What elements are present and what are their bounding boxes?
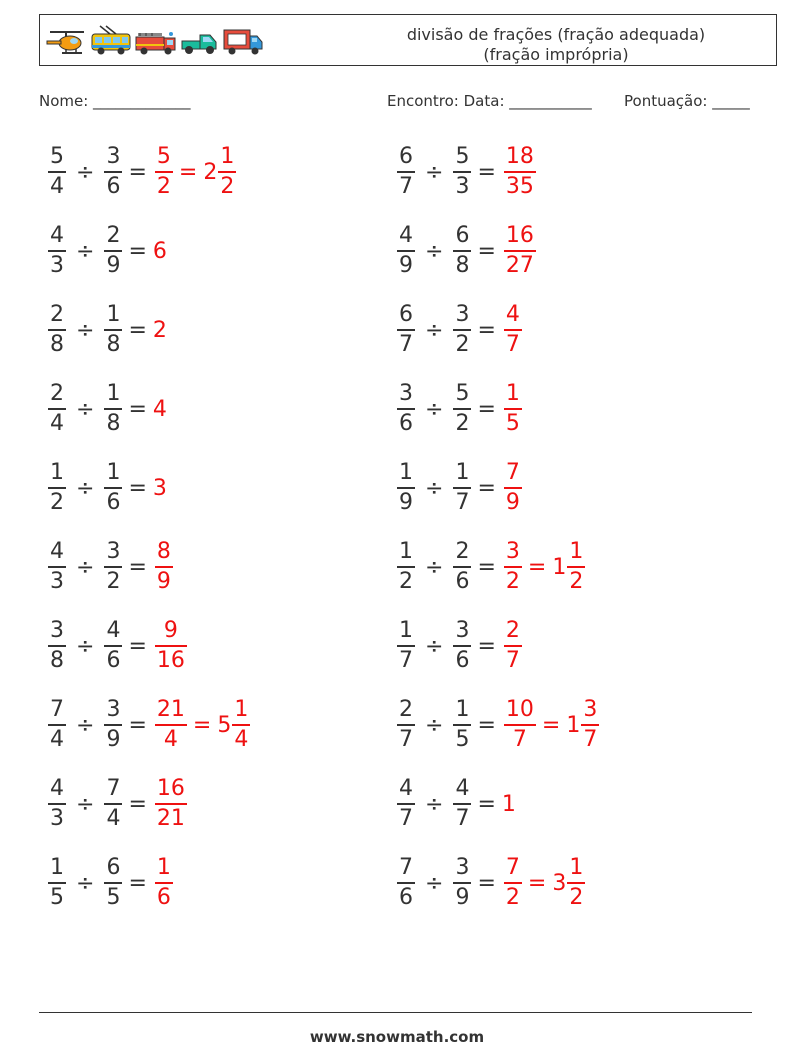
answer — [151, 541, 177, 593]
dividend-fraction-denominator: 7 — [399, 174, 413, 199]
divide-sign: ÷ — [425, 317, 444, 343]
problem-item — [393, 851, 589, 915]
dividend-fraction — [397, 620, 415, 672]
dividend-fraction-numerator: 5 — [50, 144, 64, 169]
dividend-fraction-denominator: 4 — [50, 727, 64, 752]
problem-item — [44, 693, 254, 757]
equals-sign: = — [128, 554, 147, 580]
mixed-number-fraction-denominator: 2 — [569, 885, 584, 910]
problem-item — [393, 298, 526, 362]
dividend-fraction — [48, 304, 66, 356]
dividend-fraction-numerator: 4 — [50, 776, 64, 801]
answer — [151, 699, 254, 751]
divisor-fraction-denominator: 6 — [455, 648, 470, 673]
answer-fraction-denominator: 7 — [512, 727, 527, 752]
delivery-truck-icon — [222, 25, 264, 57]
answer — [500, 383, 526, 435]
dividend-fraction-numerator: 4 — [399, 776, 413, 801]
divisor-fraction — [104, 857, 122, 909]
divide-sign: ÷ — [76, 554, 95, 580]
equals-sign: = — [128, 633, 147, 659]
dividend-fraction-denominator: 9 — [399, 253, 413, 278]
divisor-fraction-numerator: 4 — [106, 618, 121, 643]
equals-sign: = — [477, 317, 496, 343]
worksheet-title — [376, 25, 736, 65]
problem-item — [44, 140, 240, 204]
dividend-fraction-denominator: 3 — [50, 569, 64, 594]
equals-sign: = — [477, 712, 496, 738]
dividend-fraction-numerator: 7 — [399, 855, 413, 880]
dividend-fraction — [48, 857, 66, 909]
divide-sign: ÷ — [76, 712, 95, 738]
dividend-fraction — [48, 778, 66, 830]
answer-fraction-numerator: 7 — [505, 855, 520, 880]
mixed-number-fraction-denominator: 2 — [220, 174, 235, 199]
divide-sign: ÷ — [76, 159, 95, 185]
answer-integer: 1 — [501, 791, 516, 817]
divisor-fraction — [104, 304, 122, 356]
mixed-number-fraction — [567, 541, 585, 593]
answer — [151, 239, 167, 264]
problem-item — [44, 298, 167, 362]
dividend-fraction-numerator: 6 — [399, 144, 413, 169]
dividend-fraction-denominator: 3 — [50, 806, 64, 831]
mixed-number-fraction-numerator: 1 — [234, 697, 249, 722]
title-line-1: divisão de frações (fração adequada) — [406, 25, 706, 44]
divisor-fraction-numerator: 3 — [106, 144, 121, 169]
pickup-truck-icon — [180, 25, 220, 57]
equals-sign: = — [128, 396, 147, 422]
answer-fraction-numerator: 8 — [156, 539, 171, 564]
answer-fraction — [155, 857, 173, 909]
answer-fraction-denominator: 7 — [505, 648, 520, 673]
divisor-fraction-numerator: 5 — [455, 144, 470, 169]
answer-integer: 4 — [152, 396, 167, 422]
equals-sign: = — [128, 317, 147, 343]
answer-fraction-numerator: 3 — [505, 539, 520, 564]
divisor-fraction-numerator: 3 — [455, 618, 470, 643]
divisor-fraction-denominator: 6 — [106, 174, 121, 199]
dividend-fraction-denominator: 8 — [50, 332, 64, 357]
dividend-fraction — [397, 857, 415, 909]
answer — [151, 397, 167, 422]
divisor-fraction-denominator: 8 — [106, 411, 121, 436]
footer-url: www.snowmath.com — [309, 1028, 485, 1046]
divisor-fraction — [453, 462, 471, 514]
dividend-fraction-numerator: 6 — [399, 302, 413, 327]
mixed-number-whole: 5 — [217, 712, 232, 738]
problem-item — [393, 535, 589, 599]
answer-fraction — [155, 541, 173, 593]
dividend-fraction-numerator: 2 — [399, 697, 413, 722]
divide-sign: ÷ — [425, 159, 444, 185]
divisor-fraction — [104, 620, 122, 672]
dividend-fraction-numerator: 4 — [50, 223, 64, 248]
answer-fraction — [504, 146, 536, 198]
equals-sign: = — [128, 238, 147, 264]
answer-integer: 2 — [152, 317, 167, 343]
answer — [151, 476, 167, 501]
divisor-fraction-numerator: 1 — [106, 302, 121, 327]
answer-fraction — [155, 620, 187, 672]
divisor-fraction-denominator: 6 — [455, 569, 470, 594]
problem-item — [393, 772, 516, 836]
divisor-fraction-denominator: 9 — [106, 253, 121, 278]
dividend-fraction-denominator: 5 — [50, 885, 64, 910]
answer-fraction-denominator: 2 — [505, 569, 520, 594]
divide-sign: ÷ — [76, 791, 95, 817]
divisor-fraction — [104, 541, 122, 593]
answer — [500, 304, 526, 356]
divisor-fraction-denominator: 6 — [106, 648, 121, 673]
dividend-fraction — [397, 699, 415, 751]
divisor-fraction-denominator: 2 — [455, 332, 470, 357]
dividend-fraction-denominator: 7 — [399, 648, 413, 673]
dividend-fraction — [397, 146, 415, 198]
answer-fraction — [155, 146, 173, 198]
divide-sign: ÷ — [76, 870, 95, 896]
divisor-fraction-denominator: 7 — [455, 806, 470, 831]
equals-sign: = — [128, 475, 147, 501]
divisor-fraction-numerator: 6 — [106, 855, 121, 880]
answer — [500, 541, 589, 593]
divisor-fraction-denominator: 6 — [106, 490, 121, 515]
divide-sign: ÷ — [425, 633, 444, 659]
divisor-fraction-numerator: 5 — [455, 381, 470, 406]
divisor-fraction — [453, 304, 471, 356]
meeting-date-label: Encontro: Data: ___________ — [387, 92, 592, 110]
answer-fraction-denominator: 7 — [505, 332, 520, 357]
mixed-number-fraction-numerator: 1 — [569, 539, 584, 564]
dividend-fraction-denominator: 7 — [399, 806, 413, 831]
mixed-number-fraction — [232, 699, 250, 751]
answer-fraction-denominator: 2 — [156, 174, 171, 199]
divisor-fraction-numerator: 1 — [106, 460, 121, 485]
answer-equals-sign: = — [541, 712, 561, 738]
answer — [151, 857, 177, 909]
equals-sign: = — [477, 238, 496, 264]
answer — [500, 620, 526, 672]
answer — [500, 462, 526, 514]
divisor-fraction-numerator: 4 — [455, 776, 470, 801]
problem-item — [393, 377, 526, 441]
divisor-fraction — [104, 383, 122, 435]
divisor-fraction-denominator: 9 — [106, 727, 121, 752]
answer — [500, 225, 540, 277]
divisor-fraction-denominator: 3 — [455, 174, 470, 199]
divisor-fraction-numerator: 3 — [106, 539, 121, 564]
answer-fraction-denominator: 16 — [156, 648, 185, 673]
title-line-2: (fração imprópria) — [483, 45, 629, 64]
mixed-number-whole: 1 — [552, 554, 567, 580]
dividend-fraction-denominator: 3 — [50, 253, 64, 278]
dividend-fraction — [397, 462, 415, 514]
answer-equals-sign: = — [527, 554, 547, 580]
answer-fraction — [504, 462, 522, 514]
mixed-number-fraction-denominator: 4 — [234, 727, 249, 752]
divisor-fraction-numerator: 1 — [106, 381, 121, 406]
divisor-fraction — [453, 225, 471, 277]
divide-sign: ÷ — [76, 475, 95, 501]
divide-sign: ÷ — [425, 396, 444, 422]
mixed-number-whole: 3 — [552, 870, 567, 896]
problem-item — [44, 456, 167, 520]
divide-sign: ÷ — [76, 238, 95, 264]
dividend-fraction-numerator: 1 — [399, 539, 413, 564]
answer-fraction-numerator: 7 — [505, 460, 520, 485]
equals-sign: = — [477, 633, 496, 659]
problem-item — [44, 614, 191, 678]
dividend-fraction-numerator: 1 — [50, 855, 64, 880]
answer-equals-sign: = — [527, 870, 547, 896]
dividend-fraction-numerator: 2 — [50, 302, 64, 327]
vehicle-icons — [44, 25, 264, 57]
dividend-fraction — [48, 225, 66, 277]
dividend-fraction-numerator: 3 — [399, 381, 413, 406]
divisor-fraction-denominator: 8 — [106, 332, 121, 357]
divisor-fraction — [453, 699, 471, 751]
answer-fraction-numerator: 2 — [505, 618, 520, 643]
dividend-fraction — [48, 462, 66, 514]
mixed-number-fraction-numerator: 1 — [220, 144, 235, 169]
answer-fraction — [504, 541, 522, 593]
dividend-fraction — [397, 383, 415, 435]
equals-sign: = — [128, 712, 147, 738]
problem-item — [44, 219, 167, 283]
divisor-fraction-numerator: 6 — [455, 223, 470, 248]
problem-item — [44, 377, 167, 441]
equals-sign: = — [477, 791, 496, 817]
dividend-fraction-denominator: 2 — [399, 569, 413, 594]
dividend-fraction-denominator: 6 — [399, 885, 413, 910]
answer-fraction — [504, 620, 522, 672]
answer-fraction-denominator: 6 — [156, 885, 171, 910]
answer-equals-sign: = — [178, 159, 198, 185]
divisor-fraction-denominator: 7 — [455, 490, 470, 515]
answer-fraction-numerator: 16 — [156, 776, 185, 801]
divide-sign: ÷ — [425, 712, 444, 738]
equals-sign: = — [477, 870, 496, 896]
dividend-fraction-denominator: 4 — [50, 174, 64, 199]
equals-sign: = — [477, 475, 496, 501]
divisor-fraction — [104, 225, 122, 277]
mixed-number-fraction — [567, 857, 585, 909]
answer — [500, 857, 589, 909]
divisor-fraction — [104, 146, 122, 198]
divisor-fraction-numerator: 1 — [455, 697, 470, 722]
dividend-fraction-numerator: 1 — [399, 618, 413, 643]
divide-sign: ÷ — [76, 396, 95, 422]
dividend-fraction — [397, 225, 415, 277]
divisor-fraction-numerator: 7 — [106, 776, 121, 801]
equals-sign: = — [128, 159, 147, 185]
dividend-fraction-denominator: 4 — [50, 411, 64, 436]
answer — [151, 318, 167, 343]
mixed-number-fraction — [581, 699, 599, 751]
dividend-fraction-numerator: 4 — [50, 539, 64, 564]
score-label: Pontuação: _____ — [624, 92, 750, 110]
divisor-fraction — [453, 541, 471, 593]
divisor-fraction — [104, 699, 122, 751]
answer-fraction-numerator: 10 — [505, 697, 534, 722]
divide-sign: ÷ — [425, 554, 444, 580]
divisor-fraction-numerator: 3 — [455, 855, 470, 880]
answer-fraction — [504, 857, 522, 909]
divisor-fraction — [453, 857, 471, 909]
answer-fraction-denominator: 5 — [505, 411, 520, 436]
mixed-number-fraction-denominator: 2 — [569, 569, 584, 594]
fire-truck-icon — [134, 25, 178, 57]
dividend-fraction-denominator: 6 — [399, 411, 413, 436]
dividend-fraction — [397, 778, 415, 830]
footer-divider — [39, 1012, 752, 1013]
dividend-fraction-numerator: 4 — [399, 223, 413, 248]
divide-sign: ÷ — [425, 238, 444, 264]
answer — [151, 620, 191, 672]
problem-item — [44, 535, 177, 599]
dividend-fraction — [48, 620, 66, 672]
answer-fraction-denominator: 9 — [505, 490, 520, 515]
divide-sign: ÷ — [76, 317, 95, 343]
divide-sign: ÷ — [425, 870, 444, 896]
problem-item — [393, 693, 603, 757]
dividend-fraction — [397, 304, 415, 356]
divisor-fraction-denominator: 5 — [455, 727, 470, 752]
dividend-fraction-numerator: 7 — [50, 697, 64, 722]
helicopter-icon — [44, 25, 88, 57]
divide-sign: ÷ — [425, 475, 444, 501]
dividend-fraction-numerator: 1 — [50, 460, 64, 485]
divisor-fraction — [104, 778, 122, 830]
problem-item — [44, 851, 177, 915]
answer-fraction-numerator: 18 — [505, 144, 534, 169]
divisor-fraction-numerator: 3 — [106, 697, 121, 722]
answer-fraction-numerator: 9 — [163, 618, 178, 643]
mixed-number-fraction-numerator: 1 — [569, 855, 584, 880]
answer-fraction-numerator: 5 — [156, 144, 171, 169]
answer-fraction — [504, 304, 522, 356]
divisor-fraction-denominator: 9 — [455, 885, 470, 910]
mixed-number-fraction — [218, 146, 236, 198]
answer-equals-sign: = — [192, 712, 212, 738]
answer-fraction — [504, 699, 536, 751]
trolleybus-icon — [90, 25, 132, 57]
dividend-fraction — [397, 541, 415, 593]
divisor-fraction-denominator: 2 — [106, 569, 121, 594]
answer-fraction-denominator: 9 — [156, 569, 171, 594]
answer-fraction-numerator: 1 — [156, 855, 171, 880]
answer — [500, 699, 603, 751]
divisor-fraction — [104, 462, 122, 514]
answer-fraction-denominator: 4 — [163, 727, 178, 752]
equals-sign: = — [477, 396, 496, 422]
divisor-fraction-numerator: 3 — [455, 302, 470, 327]
divisor-fraction — [453, 778, 471, 830]
problem-item — [393, 614, 526, 678]
answer — [151, 778, 191, 830]
name-field-label: Nome: _____________ — [39, 92, 191, 110]
dividend-fraction — [48, 383, 66, 435]
mixed-number-fraction-numerator: 3 — [583, 697, 598, 722]
equals-sign: = — [477, 554, 496, 580]
divisor-fraction-denominator: 5 — [106, 885, 121, 910]
answer-integer: 6 — [152, 238, 167, 264]
answer-fraction-denominator: 35 — [505, 174, 534, 199]
divisor-fraction — [453, 146, 471, 198]
answer-fraction — [155, 778, 187, 830]
mixed-number-whole: 2 — [203, 159, 218, 185]
equals-sign: = — [128, 791, 147, 817]
answer-integer: 3 — [152, 475, 167, 501]
answer — [500, 792, 516, 817]
answer-fraction-numerator: 1 — [505, 381, 520, 406]
answer-fraction-denominator: 2 — [505, 885, 520, 910]
mixed-number-whole: 1 — [566, 712, 581, 738]
answer — [151, 146, 240, 198]
divisor-fraction — [453, 620, 471, 672]
dividend-fraction-denominator: 2 — [50, 490, 64, 515]
dividend-fraction-denominator: 9 — [399, 490, 413, 515]
answer-fraction — [504, 383, 522, 435]
divide-sign: ÷ — [425, 791, 444, 817]
mixed-number-fraction-denominator: 7 — [583, 727, 598, 752]
answer — [500, 146, 540, 198]
divide-sign: ÷ — [76, 633, 95, 659]
dividend-fraction-numerator: 3 — [50, 618, 64, 643]
answer-fraction-denominator: 27 — [505, 253, 534, 278]
divisor-fraction-numerator: 1 — [455, 460, 470, 485]
problem-item — [393, 219, 540, 283]
divisor-fraction-denominator: 4 — [106, 806, 121, 831]
dividend-fraction-numerator: 1 — [399, 460, 413, 485]
answer-fraction — [155, 699, 187, 751]
problem-item — [393, 456, 526, 520]
worksheet-header — [39, 14, 777, 66]
dividend-fraction — [48, 146, 66, 198]
divisor-fraction-denominator: 2 — [455, 411, 470, 436]
divisor-fraction-numerator: 2 — [106, 223, 121, 248]
dividend-fraction — [48, 541, 66, 593]
dividend-fraction-denominator: 8 — [50, 648, 64, 673]
answer-fraction-denominator: 21 — [156, 806, 185, 831]
answer-fraction-numerator: 16 — [505, 223, 534, 248]
dividend-fraction-denominator: 7 — [399, 727, 413, 752]
problem-item — [393, 140, 540, 204]
answer-fraction-numerator: 21 — [156, 697, 185, 722]
problem-item — [44, 772, 191, 836]
equals-sign: = — [128, 870, 147, 896]
divisor-fraction-denominator: 8 — [455, 253, 470, 278]
dividend-fraction-denominator: 7 — [399, 332, 413, 357]
divisor-fraction — [453, 383, 471, 435]
dividend-fraction — [48, 699, 66, 751]
equals-sign: = — [477, 159, 496, 185]
dividend-fraction-numerator: 2 — [50, 381, 64, 406]
answer-fraction-numerator: 4 — [505, 302, 520, 327]
divisor-fraction-numerator: 2 — [455, 539, 470, 564]
answer-fraction — [504, 225, 536, 277]
